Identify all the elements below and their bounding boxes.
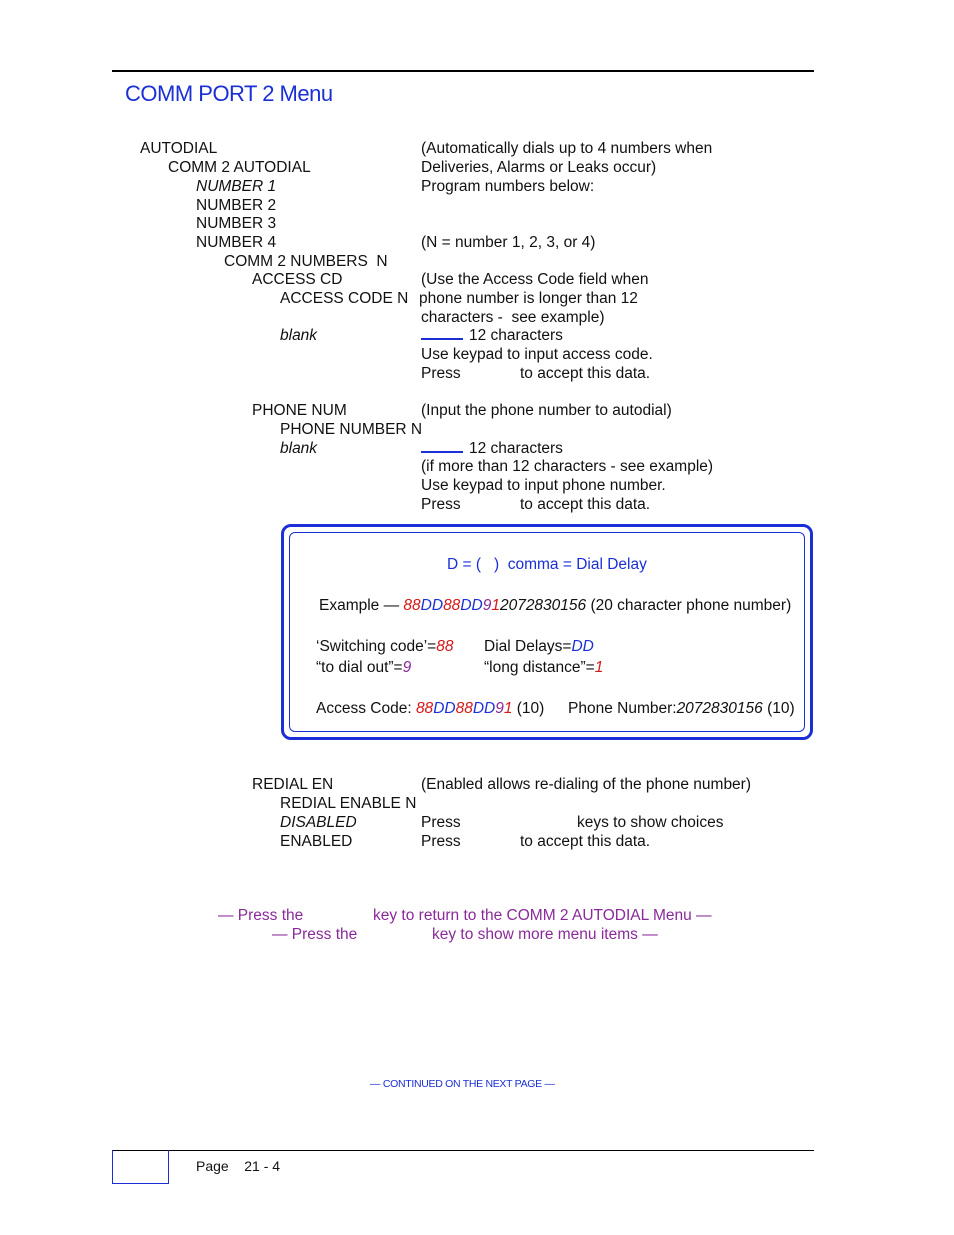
keys-choices-text: keys to show choices	[577, 814, 724, 831]
long-distance: “long distance”=1	[484, 659, 604, 676]
press-text-3: Press	[421, 814, 461, 831]
nav-note-more-b: key to show more menu items —	[432, 926, 658, 943]
menu-number-2: NUMBER 2	[196, 197, 277, 214]
accept-text-1: to accept this data.	[520, 365, 651, 382]
phone-chars: 12 characters	[421, 439, 563, 458]
menu-phone-num: PHONE NUM	[252, 402, 347, 419]
menu-phone-number-n: PHONE NUMBER N	[280, 421, 423, 438]
autodial-desc: (Automatically dials up to 4 numbers when	[421, 140, 713, 157]
press-text-2: Press	[421, 496, 461, 513]
footer-rule	[112, 1150, 814, 1151]
top-rule	[112, 70, 814, 72]
nav-note-more-a: — Press the	[272, 926, 358, 943]
menu-number-3: NUMBER 3	[196, 215, 277, 232]
access-cd-desc-3: characters - see example)	[421, 309, 605, 326]
footer-box	[112, 1150, 169, 1184]
menu-number-1: NUMBER 1	[196, 178, 277, 195]
access-code-example: Access Code: 88DD88DD91 (10)	[316, 700, 545, 717]
menu-access-code-n: ACCESS CODE N	[280, 290, 409, 307]
phone-number-example: Phone Number:2072830156 (10)	[568, 700, 795, 717]
page-number: Page 21 - 4	[196, 1158, 281, 1174]
access-cd-desc-1: (Use the Access Code field when	[421, 271, 649, 288]
option-enabled: ENABLED	[280, 833, 353, 850]
access-keypad-text: Use keypad to input access code.	[421, 346, 653, 363]
access-blank: blank	[280, 327, 318, 344]
switching-code: ‘Switching code’=88	[316, 638, 454, 655]
dial-delay-legend: D = ( ) comma = Dial Delay	[447, 556, 647, 573]
phone-keypad-text: Use keypad to input phone number.	[421, 477, 666, 494]
redial-en-desc: (Enabled allows re-dialing of the phone number)	[421, 776, 752, 793]
access-cd-desc-2: phone number is longer than 12	[419, 290, 638, 307]
menu-comm2-numbers: COMM 2 NUMBERS N	[224, 253, 388, 270]
nav-note-return-b: key to return to the COMM 2 AUTODIAL Menu —	[373, 907, 712, 924]
menu-autodial: AUTODIAL	[140, 140, 218, 157]
nav-note-return-a: — Press the	[218, 907, 304, 924]
phone-num-desc: (Input the phone number to autodial)	[421, 402, 672, 419]
press-text-1: Press	[421, 365, 461, 382]
page-title: COMM PORT 2 Menu	[125, 81, 333, 106]
menu-number-4: NUMBER 4	[196, 234, 277, 251]
input-underline	[421, 328, 463, 340]
press-text-4: Press	[421, 833, 461, 850]
number4-desc: (N = number 1, 2, 3, or 4)	[421, 234, 596, 251]
phone-more-text: (if more than 12 characters - see example)	[421, 458, 714, 475]
input-underline	[421, 441, 463, 453]
dial-delays: Dial Delays=DD	[484, 638, 594, 655]
number1-desc: Program numbers below:	[421, 178, 595, 195]
comm2-autodial-desc: Deliveries, Alarms or Leaks occur)	[421, 159, 657, 176]
access-chars: 12 characters	[421, 326, 563, 345]
menu-comm2-autodial: COMM 2 AUTODIAL	[168, 159, 311, 176]
accept-text-4: to accept this data.	[520, 833, 651, 850]
continued-note: — CONTINUED ON THE NEXT PAGE —	[370, 1078, 555, 1090]
option-disabled: DISABLED	[280, 814, 357, 831]
accept-text-2: to accept this data.	[520, 496, 651, 513]
example-line: Example — 88DD88DD912072830156 (20 character phone number)	[319, 597, 792, 614]
menu-redial-enable-n: REDIAL ENABLE N	[280, 795, 417, 812]
to-dial-out: “to dial out”=9	[316, 659, 412, 676]
menu-access-cd: ACCESS CD	[252, 271, 343, 288]
menu-redial-en: REDIAL EN	[252, 776, 334, 793]
phone-blank: blank	[280, 440, 318, 457]
